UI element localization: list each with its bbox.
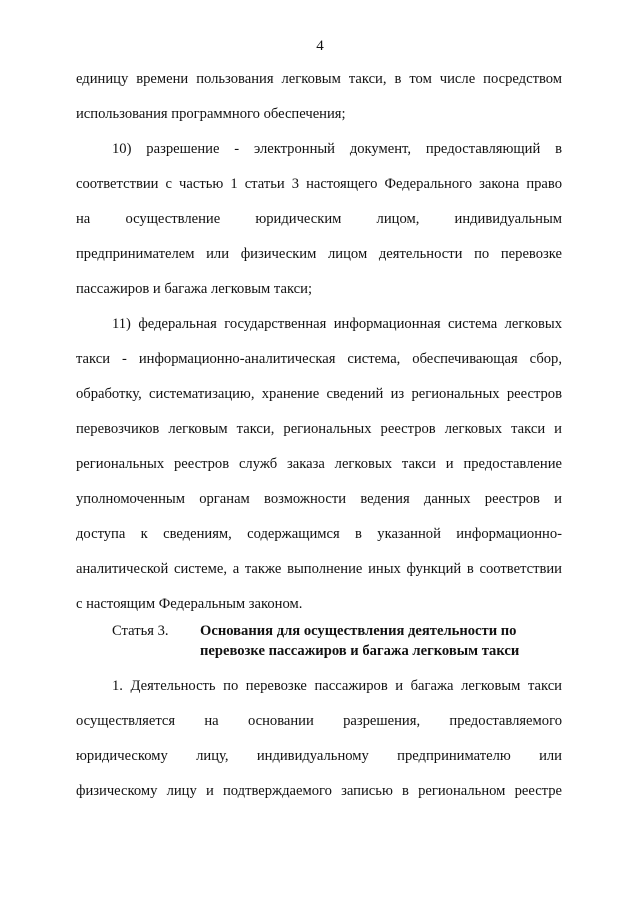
text-line: доступа к сведениям, содержащимся в указанной информационно- xyxy=(76,526,562,542)
text-line: такси - информационно-аналитическая система, обеспечивающая сбор, xyxy=(76,351,562,367)
text-line: предпринимателем или физическим лицом деятельности по перевозке xyxy=(76,246,562,262)
article-title-line-1: Основания для осуществления деятельности по xyxy=(200,623,517,639)
page-number: 4 xyxy=(316,38,324,54)
text-line: использования программного обеспечения; xyxy=(76,106,346,122)
text-line: обработку, систематизацию, хранение сведений из региональных реестров xyxy=(76,386,562,402)
text-line: 1. Деятельность по перевозке пассажиров и багажа легковым такси xyxy=(112,678,562,694)
text-line: 11) федеральная государственная информационная система легковых xyxy=(112,316,562,332)
article-title-line-2: перевозке пассажиров и багажа легковым такси xyxy=(200,643,520,659)
text-line: соответствии с частью 1 статьи 3 настоящего Федерального закона право xyxy=(76,176,562,192)
text-line: физическому лицу и подтверждаемого записью в региональном реестре xyxy=(76,783,562,799)
article-label: Статья 3. xyxy=(112,623,169,639)
text-line: с настоящим Федеральным законом. xyxy=(76,596,303,612)
text-line: на осуществление юридическим лицом, индивидуальным xyxy=(76,211,562,227)
text-line: юридическому лицу, индивидуальному предпринимателю или xyxy=(76,748,562,764)
text-line: осуществляется на основании разрешения, предоставляемого xyxy=(76,713,562,729)
text-line: аналитической системе, а также выполнение иных функций в соответствии xyxy=(76,561,562,577)
text-line: уполномоченным органам возможности ведения данных реестров и xyxy=(76,491,562,507)
text-line: пассажиров и багажа легковым такси; xyxy=(76,281,313,297)
text-line: перевозчиков легковым такси, региональных реестров легковых такси и xyxy=(76,421,562,437)
text-line: единицу времени пользования легковым такси, в том числе посредством xyxy=(76,71,562,87)
text-line: региональных реестров служб заказа легковых такси и предоставление xyxy=(76,456,562,472)
text-line: 10) разрешение - электронный документ, предоставляющий в xyxy=(112,141,562,157)
